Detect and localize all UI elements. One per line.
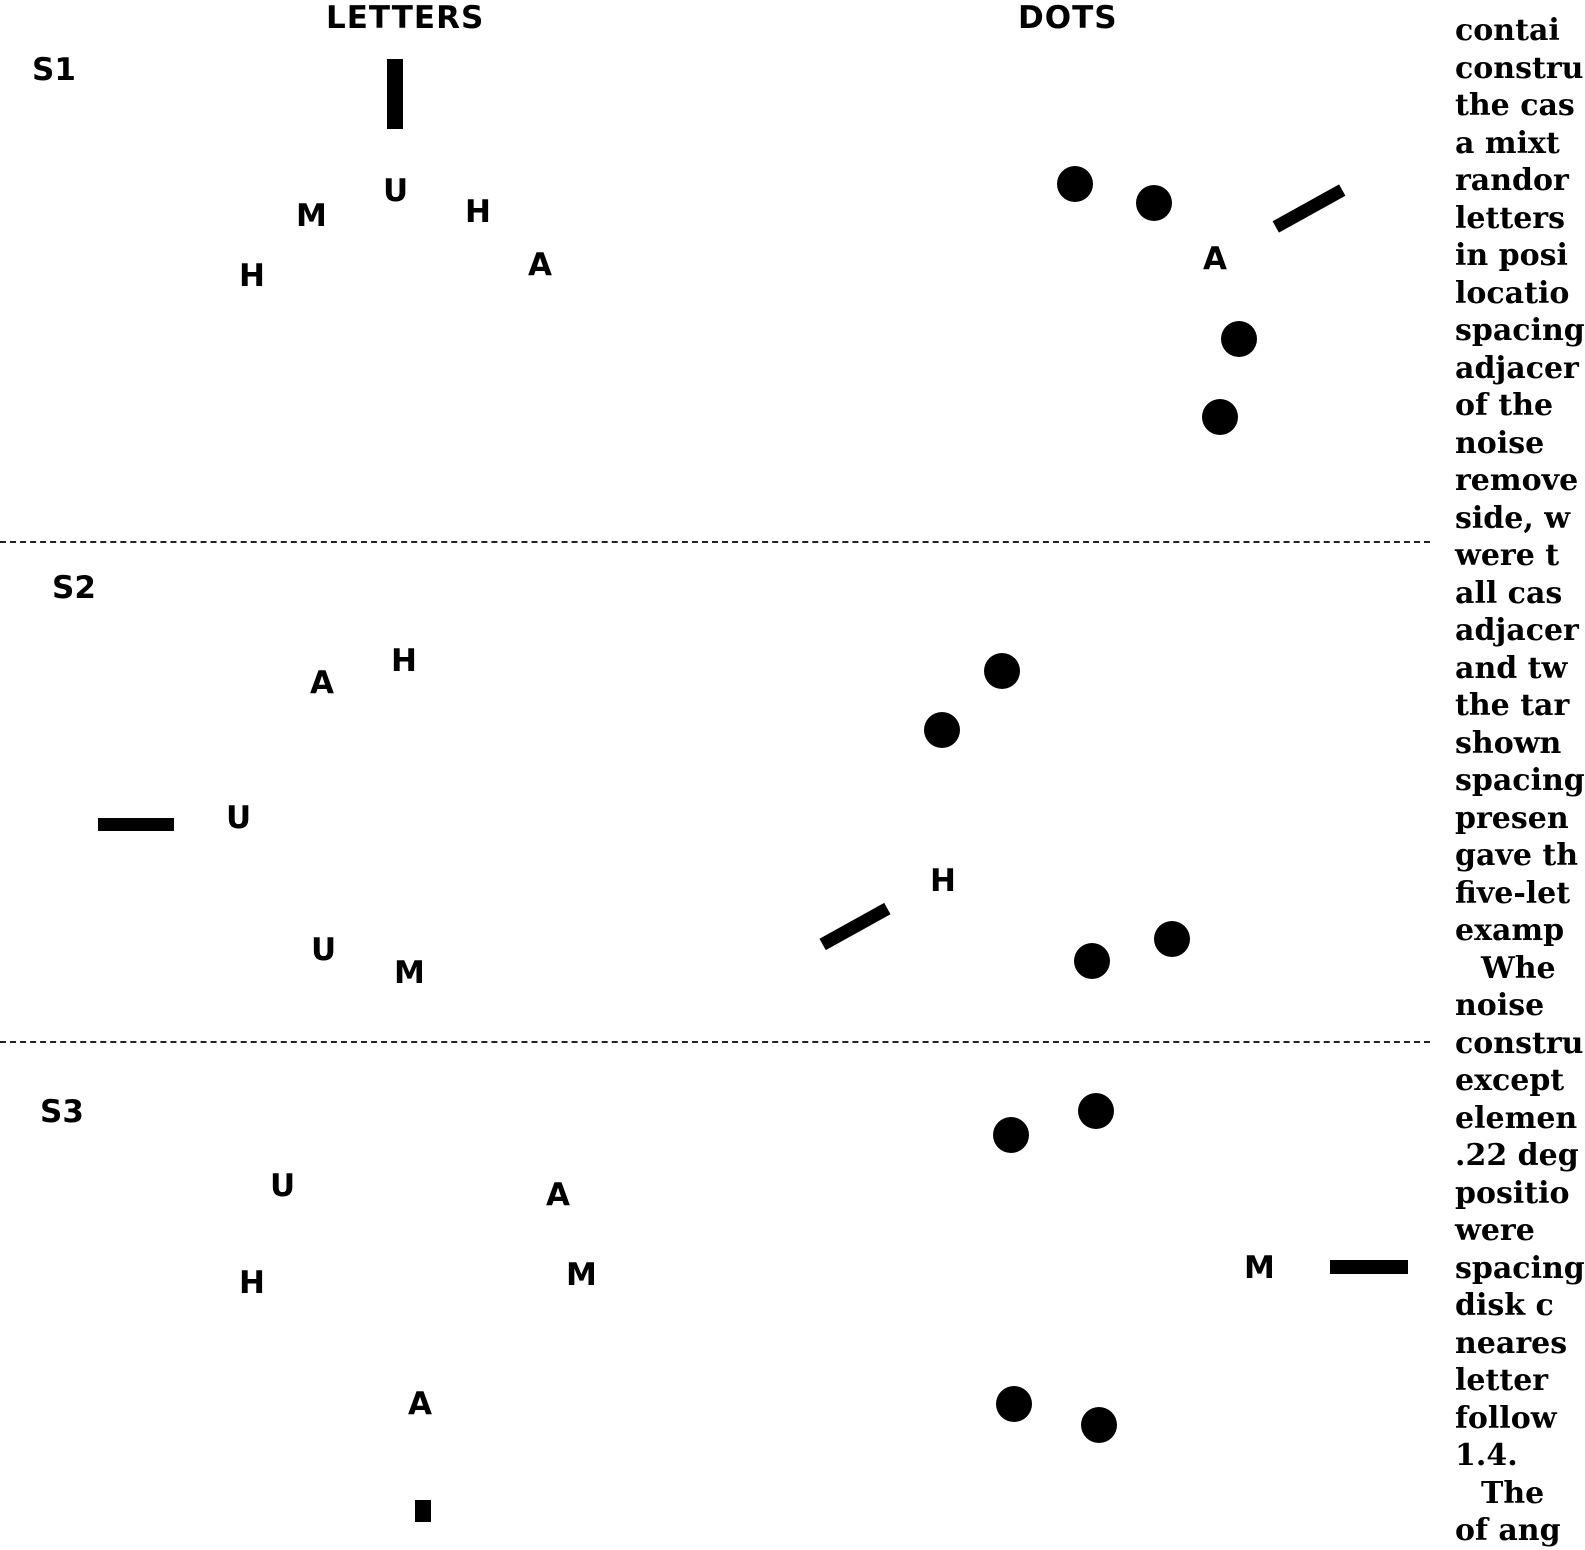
body-text-line: contai [1455,13,1560,48]
body-text-line: except [1455,1063,1565,1098]
letters-column-header: LETTERS [326,0,485,36]
body-text-line: shown [1455,725,1562,761]
body-text-line: neares [1455,1325,1568,1361]
s1-dot [1136,185,1172,221]
s2-letter-u-upper: U [226,800,252,836]
body-text-line: of the [1455,388,1554,423]
s2-fixation-bar-oblique [819,903,890,950]
body-text-line: gave th [1455,838,1579,873]
s1-letter-u: U [383,173,409,209]
s2-dots-target-letter: H [930,863,956,899]
body-text-line: The [1481,1475,1545,1511]
dots-column-header: DOTS [1018,0,1118,36]
body-text-line: adjacer [1455,350,1579,386]
body-text-line: in posi [1455,238,1568,273]
body-text-line: randor [1455,163,1569,198]
s1-fixation-bar-oblique [1273,184,1346,232]
body-text-line: noise [1455,988,1545,1023]
s2-letter-h: H [391,643,417,679]
body-text-line: noise [1455,425,1545,461]
body-text-line: 1.4. [1455,1438,1518,1473]
s3-fixation-bar [1330,1260,1408,1274]
s1-fixation-bar [387,59,403,129]
s3-letter-u: U [270,1168,296,1204]
s1-letter-h-left: H [239,258,265,294]
s2-letter-m: M [394,955,425,991]
body-text-line: Whe [1481,950,1556,986]
body-text-line: adjacer [1455,613,1579,648]
s3-dots-target-letter: M [1244,1250,1275,1286]
body-text-line: letters [1455,200,1565,236]
s2-dot [984,653,1020,689]
s2-letter-u-lower: U [311,932,337,968]
body-text-line: the tar [1455,688,1570,723]
body-text-line: elemen [1455,1100,1578,1136]
body-text-line: were [1455,1213,1535,1248]
body-text-line: of ang [1455,1513,1561,1548]
panel-s1-label: S1 [32,52,76,88]
s3-letter-h: H [239,1265,265,1301]
s3-dot [1081,1407,1117,1443]
s1-dots-target-letter: A [1203,241,1227,277]
body-text-line: .22 deg [1455,1138,1579,1173]
panel-s2-label: S2 [52,570,96,606]
panel-divider [0,541,1430,543]
s1-dot [1202,399,1238,435]
body-text-line: spacing [1455,1250,1585,1286]
s2-fixation-bar [98,818,174,831]
s3-dot [993,1117,1029,1153]
body-text-line: side, w [1455,500,1571,536]
s3-dot [1078,1093,1114,1129]
body-text-line: examp [1455,913,1565,948]
body-text-line: a mixt [1455,125,1560,161]
body-text-line: constru [1455,50,1584,86]
body-text-line: presen [1455,800,1569,836]
body-text-line: spacing [1455,763,1585,798]
body-text-line: remove [1455,463,1579,498]
body-text-line: five-let [1455,875,1571,911]
s1-letter-m: M [296,198,327,234]
s3-dot [996,1386,1032,1422]
s1-dot [1221,321,1257,357]
s3-fixation-bar [415,1500,431,1522]
panel-divider [0,1041,1430,1043]
body-text-line: all cas [1455,575,1563,611]
body-text-line: and tw [1455,650,1568,686]
body-text-line: disk c [1455,1288,1554,1323]
body-text-line: locatio [1455,275,1570,311]
body-text-line: follow [1455,1400,1557,1436]
s2-dot [1074,943,1110,979]
s1-letter-h-right: H [465,194,491,230]
body-text-line: positio [1455,1175,1570,1211]
s3-letter-m: M [566,1257,597,1293]
body-text-line: letter [1455,1363,1549,1398]
s3-letter-a-lower: A [408,1386,432,1422]
body-text-line: spacing [1455,313,1585,348]
s2-letter-a: A [310,665,334,701]
s2-dot [924,712,960,748]
s2-dot [1154,921,1190,957]
s3-letter-a-upper: A [546,1177,570,1213]
body-text-column [1455,12,1585,1550]
panel-s3-label: S3 [40,1094,84,1130]
s1-letter-a: A [528,247,552,283]
body-text-line: the cas [1455,88,1575,123]
body-text-line: constru [1455,1025,1584,1061]
body-text-line: were t [1455,538,1560,573]
s1-dot [1057,166,1093,202]
